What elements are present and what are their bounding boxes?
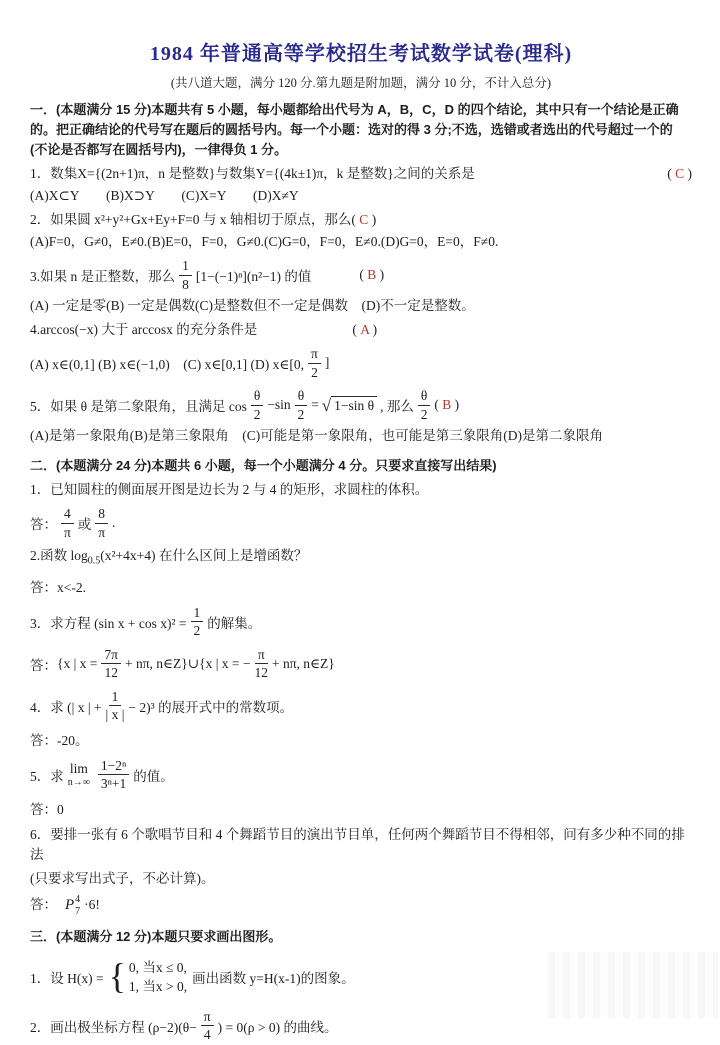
answer-label: 答： — [30, 896, 57, 912]
s1-q4-answer-letter: A — [360, 322, 370, 337]
s2-q1: 1．已知圆柱的侧面展开图是边长为 2 与 4 的矩形，求圆柱的体积。 — [30, 482, 429, 497]
s1-q5-text-mid2: = — [311, 397, 319, 412]
s2-q6-answer — [30, 894, 692, 917]
fraction — [106, 689, 125, 723]
limit — [68, 762, 90, 788]
answer-label: 答： — [30, 732, 57, 748]
s2-q2 — [30, 546, 692, 572]
fraction-numerator: 4 — [61, 506, 74, 524]
s1-q5-text-mid3: , 那么 — [380, 399, 414, 414]
s2-q1-answer-end: . — [112, 515, 116, 530]
fraction-numerator: 1−2ⁿ — [98, 758, 129, 776]
s2-q4-answer — [30, 730, 692, 752]
s1-q3-options: (A) 一定是零(B) 一定是偶数(C)是整数但不一定是偶数 (D)不一定是整数。 — [30, 298, 475, 313]
s3-q1-text-pre: 1．设 H(x) = — [30, 970, 104, 986]
s2-q1-answer-mid: 或 — [77, 517, 92, 532]
fraction-numerator: θ — [295, 388, 307, 406]
s1-q1-answer-mark — [667, 164, 692, 184]
fraction-denominator: π — [98, 524, 106, 540]
s2-q6-answer-rest: ·6! — [84, 896, 100, 912]
s1-q3-text-post: [1−(−1)ⁿ](n²−1) 的值 — [195, 269, 312, 284]
case-2: 1, 当x > 0, — [128, 978, 188, 994]
s3-q2-text-post: ) = 0(ρ > 0) 的曲线。 — [217, 1019, 338, 1035]
fraction-denominator: | x | — [105, 707, 125, 723]
s2-q5-answer-value: 0 — [57, 801, 64, 817]
fraction-denominator: 12 — [254, 665, 268, 681]
permutation-superscript: 4 — [75, 893, 81, 905]
s2-q3-answer-pre: {x | x = — [57, 655, 98, 671]
fraction-numerator: 8 — [95, 506, 108, 524]
fraction — [418, 388, 430, 422]
page-title: 1984 年普通高等学校招生考试数学试卷(理科) — [149, 43, 573, 65]
paren-close: ) — [376, 267, 385, 282]
fraction-denominator: 2 — [311, 364, 318, 380]
fraction — [295, 388, 307, 422]
s2-q3 — [30, 603, 692, 641]
s1-q5-options: (A)是第一象限角(B)是第三象限角 (C)可能是第一象限角，也可能是第三象限角(D)是第二象限角 — [30, 428, 603, 443]
s1-q3-answer-letter: B — [367, 267, 377, 282]
paren-open: ( — [667, 166, 676, 181]
section1-heading-line1: 一．(本题满分 15 分)本题共有 5 小题，每小题都给出代号为 A，B，C，D 的四个结论，其中只有一个结论是正确 — [30, 102, 679, 117]
s1-q5-answer-mark — [434, 397, 459, 413]
fraction-denominator: 2 — [253, 406, 261, 422]
fraction — [179, 258, 192, 292]
fraction-denominator: 2 — [420, 406, 428, 422]
fraction-denominator: 2 — [193, 623, 201, 639]
fraction-denominator: 4 — [203, 1027, 211, 1043]
permutation-symbol: P — [65, 896, 75, 913]
page-subtitle: (共八道大题，满分 120 分.第九题是附加题，满分 10 分，不计入总分) — [170, 76, 552, 90]
fraction — [101, 647, 121, 681]
case-list — [129, 958, 187, 996]
fraction — [98, 758, 129, 792]
s2-q6-line2: (只要求写出式子，不必计算)。 — [30, 870, 215, 886]
fraction-numerator: θ — [251, 388, 263, 406]
fraction-numerator: θ — [418, 388, 430, 406]
fraction — [61, 506, 74, 540]
s1-q1-answer-letter: C — [675, 166, 685, 181]
fraction — [251, 388, 263, 422]
faint-watermark — [548, 952, 718, 1018]
fraction-denominator: 2 — [297, 406, 305, 422]
radicand: 1−sin θ — [331, 396, 377, 414]
s2-q1-answer — [30, 504, 692, 542]
section1-heading-line3: (不论是否都写在圆括号内)，一律得负 1 分。 — [30, 142, 288, 157]
fraction-numerator: 1 — [191, 605, 204, 623]
fraction-numerator: π — [255, 647, 268, 665]
answer-label: 答： — [30, 801, 57, 817]
fraction — [201, 1009, 214, 1043]
section3-heading: 三．(本题满分 12 分)本题只要求画出图形。 — [30, 928, 282, 944]
s1-q5 — [30, 386, 692, 424]
s1-q4 — [30, 320, 692, 340]
s2-q3-answer-end: + nπ, n∈Z} — [272, 655, 335, 671]
fraction-denominator: π — [63, 524, 71, 540]
s2-q2-text-pre: 2.函数 log — [30, 548, 88, 563]
s1-q4-options — [30, 344, 692, 382]
answer-label: 答： — [30, 579, 57, 595]
permutation-indices — [75, 895, 80, 917]
fraction-denominator: 12 — [104, 665, 118, 681]
s3-q2-text-pre: 2．画出极坐标方程 (ρ−2)(θ− — [30, 1019, 197, 1035]
s1-q3-text-pre: 3.如果 n 是正整数，那么 — [30, 269, 176, 284]
paren-open: ( — [434, 397, 443, 412]
s2-q2-text-post: (x²+4x+4) 在什么区间上是增函数？ — [100, 548, 308, 563]
s1-q4-text: 4.arccos(−x) 大于 arccosx 的充分条件是 — [30, 322, 258, 337]
answer-label: 答： — [30, 517, 57, 532]
s2-q3-answer — [30, 645, 692, 683]
s2-q3-answer-mid: + nπ, n∈Z}∪{x | x = − — [125, 655, 251, 671]
s1-q5-text-pre: 5．如果 θ 是第二象限角，且满足 cos — [30, 399, 247, 414]
s2-q4-answer-value: -20。 — [57, 732, 89, 748]
fraction — [308, 346, 321, 380]
fraction-numerator: π — [201, 1009, 214, 1027]
s2-q2-answer-value: x<-2. — [57, 579, 86, 595]
s1-q4-options-pre: (A) x∈(0,1] (B) x∈(−1,0) (C) x∈[0,1] (D) x∈[0, — [30, 357, 305, 372]
permutation-subscript: 7 — [75, 905, 81, 917]
s2-q5-text-post: 的值。 — [133, 768, 174, 784]
s2-q5 — [30, 756, 692, 794]
answer-label: 答： — [30, 657, 57, 673]
piecewise-cases — [109, 958, 188, 996]
fraction-numerator: π — [308, 346, 321, 364]
section1-heading-line2: 的。把正确结论的代号写在题后的圆括号内。每一个小题：选对的得 3 分;不选，选错或者选出的代号超过一个的 — [30, 122, 673, 137]
s1-q1 — [30, 164, 692, 184]
s1-q1-text: 1．数集X={(2n+1)π，n 是整数}与数集Y={(4k±1)π，k 是整数}之间的关系是 — [30, 166, 475, 181]
section1-heading — [30, 100, 692, 160]
s2-q5-text-pre: 5．求 — [30, 768, 64, 784]
s1-q4-answer-mark — [352, 322, 377, 337]
paren-close: ) — [368, 212, 377, 227]
paren-close: ) — [369, 322, 378, 337]
s1-q2-options: (A)F=0，G≠0，E≠0.(B)E=0，F=0，G≠0.(C)G=0，F=0，E≠0.(D)G=0，E=0，F≠0. — [30, 234, 499, 249]
case-1: 0, 当x ≤ 0, — [128, 959, 187, 975]
paren-close: ) — [684, 166, 692, 181]
fraction-denominator: 3ⁿ+1 — [100, 776, 127, 792]
fraction — [95, 506, 108, 540]
s3-q1-text-post: 画出函数 y=H(x-1)的图象。 — [192, 970, 355, 986]
paren-close: ) — [451, 397, 460, 412]
s1-q3-answer-mark — [359, 267, 384, 283]
limit-operator: lim — [69, 760, 88, 776]
fraction-numerator: 7π — [101, 647, 121, 665]
s1-q3 — [30, 256, 692, 294]
fraction — [191, 605, 204, 639]
s2-q3-text-pre: 3．求方程 (sin x + cos x)² = — [30, 615, 187, 631]
limit-subscript: n→∞ — [67, 776, 90, 788]
s2-q4-text-pre: 4．求 (| x | + — [30, 699, 102, 715]
s1-q2-answer-letter: C — [359, 212, 369, 227]
paren-open: ( — [352, 322, 361, 337]
s1-q2-answer-mark — [351, 212, 376, 227]
fraction-numerator: 1 — [109, 689, 122, 707]
s2-q2-answer — [30, 577, 692, 599]
s1-q2-text: 2．如果圆 x²+y²+Gx+Ey+F=0 与 x 轴相切于原点，那么 — [30, 212, 352, 227]
s1-q5-text-mid1: −sin — [267, 397, 291, 412]
s2-q5-answer — [30, 799, 692, 821]
fraction-denominator: 8 — [182, 276, 189, 292]
section2-heading: 二．(本题满分 24 分)本题共 6 小题，每一个小题满分 4 分。只要求直接写出结果) — [30, 458, 497, 473]
paren-open: ( — [359, 267, 368, 282]
radical-sign: √ — [321, 395, 332, 415]
s2-q6-line1: 6．要排一张有 6 个歌唱节目和 4 个舞蹈节目的演出节目单，任何两个舞蹈节目不得相邻，问有多少种不同的排法 — [30, 826, 685, 862]
s2-q4-text-post: − 2)³ 的展开式中的常数项。 — [128, 699, 294, 715]
s1-q1-options: (A)X⊂Y (B)X⊃Y (C)X=Y (D)X≠Y — [30, 188, 299, 203]
s2-q3-text-post: 的解集。 — [207, 615, 262, 631]
s1-q2 — [30, 210, 692, 230]
log-base-subscript: 0.5 — [87, 555, 101, 567]
radical — [322, 396, 377, 414]
s1-q4-options-post: ] — [324, 355, 330, 370]
fraction-numerator: 1 — [179, 258, 192, 276]
paren-open: ( — [351, 212, 360, 227]
fraction — [255, 647, 269, 681]
brace-symbol: { — [108, 956, 126, 997]
s2-q4 — [30, 687, 692, 725]
s1-q5-answer-letter: B — [442, 397, 452, 412]
